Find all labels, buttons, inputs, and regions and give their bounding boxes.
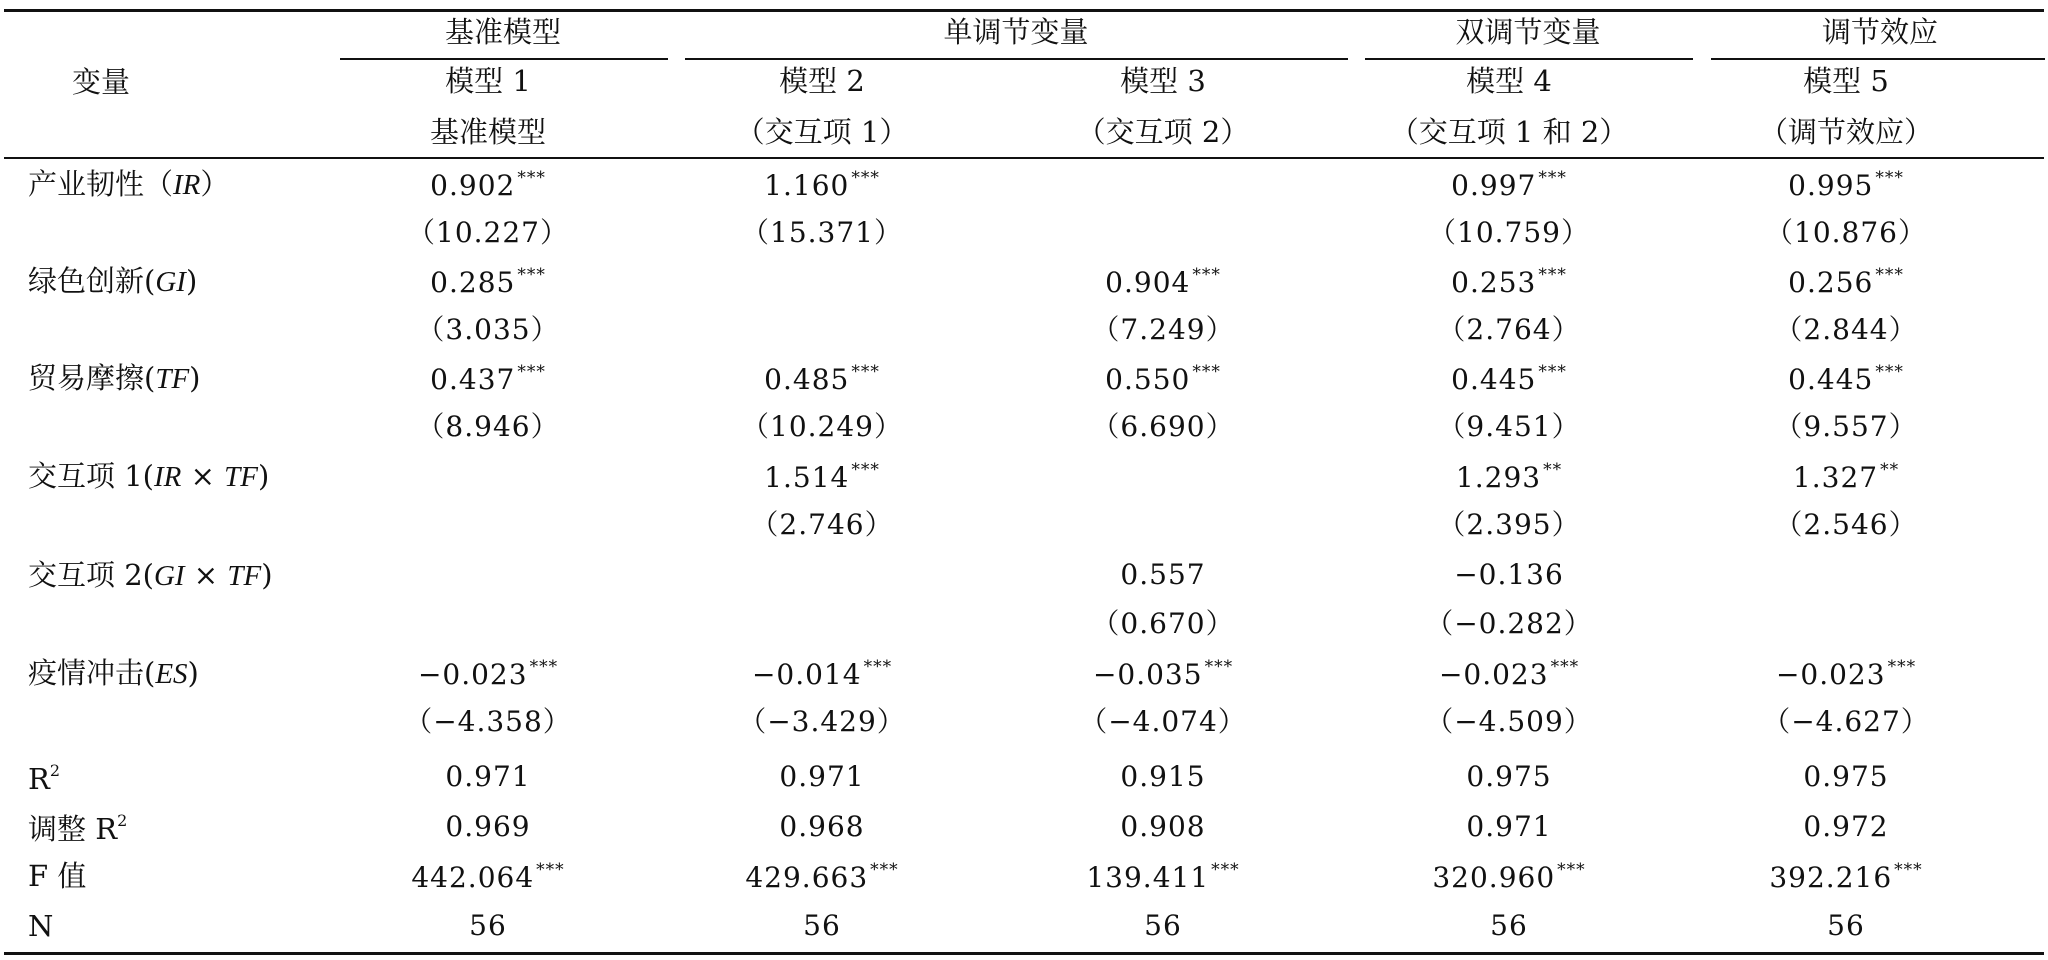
- cell-row6-coef-model-4: [1439, 659, 1579, 689]
- cell-value: （9.557）: [1774, 410, 1918, 443]
- cell-value: （2.746）: [750, 508, 894, 541]
- cell-stat1-model-4: [1466, 760, 1552, 793]
- cell-row3-t-model-1: [416, 410, 560, 443]
- superscript: 2: [117, 811, 128, 830]
- bottom-rule: [4, 952, 2044, 955]
- cell-stat4-model-2: [803, 909, 841, 942]
- cell-stat1-model-5: [1803, 760, 1889, 793]
- significance-stars: ***: [851, 460, 880, 480]
- cell-row4-t-model-4: [1437, 508, 1581, 541]
- significance-stars: ***: [863, 657, 893, 677]
- cell-row5-coef-model-4: [1454, 558, 1564, 591]
- cell-stat3-model-1: [411, 862, 564, 892]
- significance-stars: ***: [1894, 860, 1923, 880]
- cell-row4-coef-model-4: [1456, 462, 1562, 492]
- significance-stars: ***: [1875, 168, 1904, 188]
- cell-value: 429.663: [745, 861, 869, 894]
- cell-row2-t-model-4: [1437, 313, 1581, 346]
- cell-value: 0.968: [779, 810, 865, 843]
- cell-row2-coef-model-5: [1788, 267, 1904, 297]
- cell-value: 0.902: [430, 169, 516, 202]
- stat-label: 调整 $R^2$: [28, 811, 128, 846]
- cell-value: 0.445: [1451, 363, 1537, 396]
- cell-value: 0.557: [1120, 558, 1206, 591]
- significance-stars: ***: [1211, 860, 1240, 880]
- cell-stat2-model-3: [1120, 810, 1206, 843]
- cell-value: （2.546）: [1774, 508, 1918, 541]
- cell-stat3-model-4: [1432, 862, 1585, 892]
- cell-value: 320.960: [1432, 861, 1556, 894]
- variable-label: 交互项 1(IR × TF): [28, 459, 270, 493]
- cell-row6-t-model-4: [1425, 705, 1593, 738]
- significance-stars: ***: [517, 265, 546, 285]
- variable-label: 疫情冲击(ES): [28, 656, 199, 690]
- stat-label: F 值: [28, 859, 87, 893]
- cell-row1-coef-model-1: [430, 170, 546, 200]
- cell-row6-t-model-1: [404, 705, 572, 738]
- cell-value: （10.227）: [407, 216, 569, 249]
- significance-stars: ***: [870, 860, 899, 880]
- cell-value: （−0.282）: [1425, 607, 1593, 640]
- cell-row3-coef-model-5: [1788, 364, 1904, 394]
- cell-row6-coef-model-3: [1093, 659, 1233, 689]
- group-header-2: 单调节变量: [943, 15, 1089, 49]
- cell-stat2-model-4: [1466, 810, 1552, 843]
- cell-value: 0.972: [1803, 810, 1889, 843]
- cell-value: 56: [803, 909, 841, 942]
- significance-stars: ***: [1538, 168, 1567, 188]
- cell-row4-coef-model-5: [1793, 462, 1899, 492]
- cell-value: 1.293: [1455, 461, 1542, 494]
- cell-row3-coef-model-1: [430, 364, 546, 394]
- cell-row5-t-model-3: [1091, 607, 1235, 640]
- significance-stars: ***: [1192, 362, 1221, 382]
- cell-value: −0.023: [1775, 658, 1886, 691]
- model-description-3: （交互项 2）: [1076, 115, 1250, 149]
- cell-value: 0.971: [445, 760, 531, 793]
- cell-value: （6.690）: [1091, 410, 1235, 443]
- group-rule-3: [1365, 58, 1693, 60]
- variable-header: 变量: [72, 65, 131, 99]
- cell-row6-coef-model-5: [1776, 659, 1916, 689]
- cell-value: 139.411: [1086, 861, 1210, 894]
- cell-value: 56: [469, 909, 507, 942]
- cell-row2-coef-model-1: [430, 267, 546, 297]
- cell-value: （15.371）: [741, 216, 903, 249]
- cell-stat4-model-3: [1144, 909, 1182, 942]
- model-name-3: 模型 3: [1120, 64, 1206, 98]
- significance-stars: ***: [851, 168, 880, 188]
- group-rule-1: [340, 58, 668, 60]
- cell-value: 56: [1144, 909, 1182, 942]
- cell-value: 0.445: [1788, 363, 1874, 396]
- model-description-1: 基准模型: [429, 115, 547, 149]
- significance-stars: ***: [536, 860, 565, 880]
- cell-value: 0.437: [430, 363, 516, 396]
- cell-row3-t-model-3: [1091, 410, 1235, 443]
- cell-value: 0.969: [445, 810, 531, 843]
- cell-value: （9.451）: [1437, 410, 1581, 443]
- header-rule: [4, 157, 2044, 159]
- cell-value: （−4.074）: [1079, 705, 1247, 738]
- cell-value: （10.249）: [741, 410, 903, 443]
- cell-value: 0.550: [1105, 363, 1191, 396]
- cell-value: 0.904: [1105, 266, 1191, 299]
- cell-value: （−3.429）: [738, 705, 906, 738]
- cell-value: 0.253: [1451, 266, 1537, 299]
- cell-row2-t-model-1: [416, 313, 560, 346]
- significance-stars: ***: [1557, 860, 1586, 880]
- cell-value: （7.249）: [1091, 313, 1235, 346]
- cell-row2-t-model-3: [1091, 313, 1235, 346]
- cell-value: 0.485: [764, 363, 850, 396]
- cell-row6-t-model-5: [1762, 705, 1930, 738]
- group-header-3: 双调节变量: [1455, 15, 1601, 49]
- group-header-4: 调节效应: [1821, 15, 1939, 49]
- significance-stars: ***: [1887, 657, 1917, 677]
- cell-value: 392.216: [1769, 861, 1893, 894]
- cell-stat3-model-3: [1086, 862, 1239, 892]
- significance-stars: **: [1543, 460, 1563, 480]
- cell-row6-t-model-2: [738, 705, 906, 738]
- cell-value: 0.975: [1803, 760, 1889, 793]
- cell-stat2-model-1: [445, 810, 531, 843]
- cell-row6-coef-model-2: [752, 659, 892, 689]
- cell-value: （2.395）: [1437, 508, 1581, 541]
- group-header-1: 基准模型: [444, 15, 562, 49]
- cell-row6-t-model-3: [1079, 705, 1247, 738]
- top-rule: [4, 9, 2044, 12]
- cell-value: −0.023: [1438, 658, 1549, 691]
- cell-stat3-model-2: [745, 862, 898, 892]
- cell-row1-t-model-1: [407, 216, 569, 249]
- cell-stat1-model-2: [779, 760, 865, 793]
- cell-value: 0.995: [1788, 169, 1874, 202]
- cell-row4-coef-model-2: [764, 462, 880, 492]
- stat-label: N: [28, 909, 54, 943]
- model-name-4: 模型 4: [1466, 64, 1552, 98]
- cell-value: 0.285: [430, 266, 516, 299]
- cell-value: 0.915: [1120, 760, 1206, 793]
- cell-row3-t-model-5: [1774, 410, 1918, 443]
- cell-row5-t-model-4: [1425, 607, 1593, 640]
- cell-value: （10.876）: [1765, 216, 1927, 249]
- cell-row1-coef-model-2: [764, 170, 880, 200]
- cell-stat4-model-5: [1827, 909, 1865, 942]
- cell-row1-t-model-4: [1428, 216, 1590, 249]
- significance-stars: ***: [529, 657, 559, 677]
- group-rule-4: [1711, 58, 2045, 60]
- significance-stars: ***: [1875, 265, 1904, 285]
- cell-value: −0.035: [1092, 658, 1203, 691]
- cell-row3-coef-model-3: [1105, 364, 1221, 394]
- cell-value: −0.136: [1454, 558, 1564, 591]
- cell-row3-t-model-2: [741, 410, 903, 443]
- cell-row6-coef-model-1: [418, 659, 558, 689]
- cell-row1-coef-model-5: [1788, 170, 1904, 200]
- variable-label: 贸易摩擦(TF): [28, 361, 201, 395]
- cell-value: 0.971: [779, 760, 865, 793]
- cell-row2-coef-model-4: [1451, 267, 1567, 297]
- cell-row3-coef-model-4: [1451, 364, 1567, 394]
- model-description-2: （交互项 1）: [735, 115, 909, 149]
- cell-value: 1.327: [1792, 461, 1879, 494]
- cell-value: （2.764）: [1437, 313, 1581, 346]
- significance-stars: ***: [1192, 265, 1221, 285]
- cell-value: 56: [1490, 909, 1528, 942]
- cell-row2-t-model-5: [1774, 313, 1918, 346]
- cell-value: （−4.509）: [1425, 705, 1593, 738]
- cell-value: 1.160: [764, 169, 850, 202]
- cell-value: 0.997: [1451, 169, 1537, 202]
- cell-row1-t-model-2: [741, 216, 903, 249]
- significance-stars: ***: [517, 168, 546, 188]
- cell-value: （8.946）: [416, 410, 560, 443]
- cell-value: （3.035）: [416, 313, 560, 346]
- significance-stars: ***: [1875, 362, 1904, 382]
- significance-stars: ***: [851, 362, 880, 382]
- variable-label: 绿色创新(GI): [28, 264, 198, 298]
- cell-row1-coef-model-4: [1451, 170, 1567, 200]
- model-name-1: 模型 1: [445, 64, 531, 98]
- cell-stat2-model-2: [779, 810, 865, 843]
- cell-row3-t-model-4: [1437, 410, 1581, 443]
- cell-value: 0.971: [1466, 810, 1552, 843]
- significance-stars: ***: [1538, 362, 1567, 382]
- cell-stat4-model-4: [1490, 909, 1528, 942]
- significance-stars: **: [1880, 460, 1900, 480]
- superscript: 2: [49, 761, 61, 780]
- cell-value: （0.670）: [1091, 607, 1235, 640]
- cell-stat1-model-1: [445, 760, 531, 793]
- cell-value: 1.514: [764, 461, 850, 494]
- cell-value: （−4.627）: [1762, 705, 1930, 738]
- stat-label: $R^2$: [28, 761, 61, 796]
- model-name-2: 模型 2: [779, 64, 865, 98]
- cell-value: 56: [1827, 909, 1865, 942]
- cell-value: −0.023: [417, 658, 528, 691]
- cell-row4-t-model-5: [1774, 508, 1918, 541]
- model-description-5: （调节效应）: [1758, 115, 1934, 149]
- cell-value: 0.975: [1466, 760, 1552, 793]
- significance-stars: ***: [1550, 657, 1580, 677]
- variable-label: 交互项 2(GI × TF): [28, 558, 273, 592]
- cell-row4-t-model-2: [750, 508, 894, 541]
- variable-label: 产业韧性（IR）: [28, 167, 230, 201]
- cell-value: （−4.358）: [404, 705, 572, 738]
- model-description-4: （交互项 1 和 2）: [1389, 115, 1629, 149]
- cell-value: −0.014: [751, 658, 862, 691]
- significance-stars: ***: [517, 362, 546, 382]
- cell-stat1-model-3: [1120, 760, 1206, 793]
- cell-value: 0.256: [1788, 266, 1874, 299]
- cell-value: （2.844）: [1774, 313, 1918, 346]
- cell-row1-t-model-5: [1765, 216, 1927, 249]
- significance-stars: ***: [1538, 265, 1567, 285]
- cell-row2-coef-model-3: [1105, 267, 1221, 297]
- cell-row3-coef-model-2: [764, 364, 880, 394]
- cell-stat4-model-1: [469, 909, 507, 942]
- cell-row5-coef-model-3: [1120, 558, 1206, 591]
- cell-value: 442.064: [411, 861, 535, 894]
- cell-stat3-model-5: [1769, 862, 1922, 892]
- cell-value: 0.908: [1120, 810, 1206, 843]
- significance-stars: ***: [1204, 657, 1234, 677]
- cell-stat2-model-5: [1803, 810, 1889, 843]
- group-rule-2: [685, 58, 1348, 60]
- model-name-5: 模型 5: [1803, 64, 1889, 98]
- cell-value: （10.759）: [1428, 216, 1590, 249]
